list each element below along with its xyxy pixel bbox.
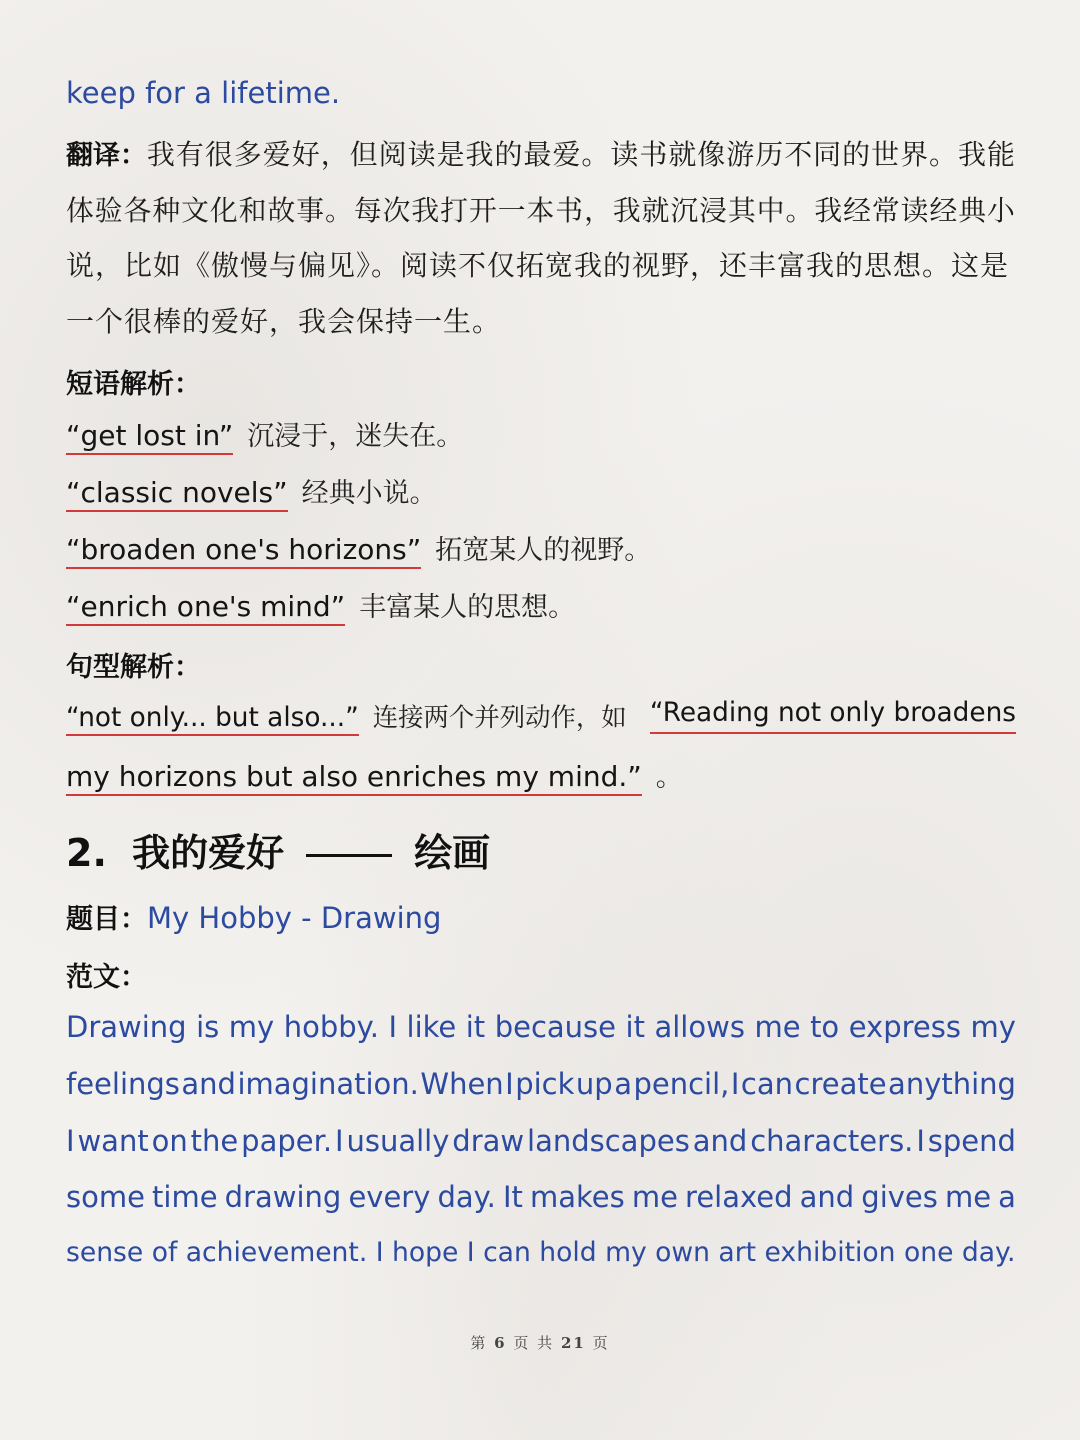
essay-word: I (730, 1067, 740, 1101)
sentence-line-2 (66, 755, 683, 794)
essay-word: a (998, 1180, 1016, 1214)
essay-word: day. (437, 1180, 496, 1214)
phrase-item (66, 585, 575, 624)
essay-word: I (388, 1010, 397, 1044)
translation-line-2: 体验各种文化和故事。每次我打开一本书，我就沉浸其中。我经常读经典小 (66, 194, 1016, 227)
footer-middle: 页 共 (513, 1334, 555, 1352)
essay-line-last: sense of achievement. I hope I can hold my own art exhibition one day. (66, 1237, 1016, 1268)
essay-word: When (420, 1067, 504, 1101)
essay-word: the (190, 1124, 239, 1158)
essay-word: it (465, 1010, 486, 1044)
essay-word: drawing (224, 1180, 342, 1214)
essay-word: I (916, 1124, 925, 1158)
essay-word: I (334, 1124, 344, 1158)
essay-line (66, 1010, 1016, 1044)
sentence-example-1: “Reading not only broadens (650, 698, 1016, 734)
essay-word: spend (927, 1124, 1016, 1158)
phrase-zh: 拓宽某人的视野。 (435, 535, 652, 566)
footer-prefix: 第 (470, 1334, 488, 1352)
essay-word: landscapes (527, 1124, 690, 1158)
essay-word: time (152, 1180, 218, 1214)
phrase-item (66, 414, 463, 453)
translation-text: 我有很多爱好，但阅读是我的最爱。读书就像游历不同的世界。我能 (146, 138, 1016, 171)
sentence-desc: 连接两个并列动作，如 (372, 702, 627, 732)
essay-word: feelings (66, 1067, 180, 1101)
essay-word: up (575, 1067, 613, 1101)
essay-word: my (228, 1010, 275, 1044)
essay-word: to (810, 1010, 840, 1044)
essay-word: create (794, 1067, 887, 1101)
phrase-zh: 经典小说。 (301, 478, 437, 509)
translation-line-3: 说，比如《傲慢与偏见》。阅读不仅拓宽我的视野，还丰富我的思想。这是 (66, 249, 1010, 282)
essay-word: me (631, 1180, 678, 1214)
phrase-en: “broaden one's horizons” (66, 533, 421, 569)
essay-word: I (505, 1067, 514, 1101)
sentence-line-1 (66, 698, 1016, 734)
sentence-label: 句型解析： (66, 652, 201, 683)
essay-word: draw (452, 1124, 525, 1158)
sentence-example-2: my horizons but also enriches my mind.” (66, 760, 642, 796)
essay-word: hobby. (283, 1010, 379, 1044)
translation-line-4: 一个很棒的爱好，我会保持一生。 (66, 305, 502, 338)
essay-word: relaxed (685, 1180, 793, 1214)
essay-word: want (77, 1124, 149, 1158)
essay-word: Drawing (66, 1010, 187, 1044)
topic-label: 题目： (66, 904, 147, 935)
essay-word: usually (346, 1124, 450, 1158)
essay-line (66, 1124, 1016, 1158)
essay-word: like (406, 1010, 457, 1044)
topic-text: My Hobby - Drawing (147, 901, 442, 935)
essay-line-end: keep for a lifetime. (66, 76, 341, 110)
essay-word: makes (530, 1180, 625, 1214)
essay-word: and (692, 1124, 748, 1158)
footer-page-number: 6 (494, 1334, 507, 1352)
essay-word: pick (515, 1067, 575, 1101)
essay-word: I (66, 1124, 75, 1158)
footer-total-pages: 21 (560, 1334, 586, 1352)
essay-word: allows (654, 1010, 745, 1044)
phrase-en: “enrich one's mind” (66, 590, 345, 626)
essay-word: a (614, 1067, 632, 1101)
essay-word: every (348, 1180, 431, 1214)
essay-line (66, 1067, 1016, 1101)
essay-word: some (66, 1180, 145, 1214)
section-title-left: 我的爱好 (132, 831, 285, 875)
sentence-pattern: “not only... but also...” (66, 703, 359, 736)
sentence-end: 。 (655, 762, 683, 793)
phrase-en: “get lost in” (66, 419, 233, 455)
essay-label: 范文： (66, 962, 147, 993)
section-number: 2. (66, 831, 107, 875)
phrase-item (66, 528, 651, 567)
page-footer (0, 1332, 1080, 1353)
essay-word: imagination. (237, 1067, 419, 1101)
footer-suffix: 页 (592, 1334, 610, 1352)
section-heading (66, 822, 490, 877)
section-title-right: 绘画 (414, 831, 491, 875)
essay-line (66, 1180, 1016, 1214)
essay-word: is (196, 1010, 220, 1044)
essay-word: me (754, 1010, 801, 1044)
topic-line (66, 897, 441, 936)
essay-word: It (503, 1180, 523, 1214)
essay-word: pencil, (633, 1067, 730, 1101)
essay-word: gives (861, 1180, 938, 1214)
essay-word: express (848, 1010, 961, 1044)
translation-line-1 (66, 132, 1016, 172)
phrase-item (66, 471, 437, 510)
phrases-label: 短语解析： (66, 369, 201, 400)
phrase-en: “classic novels” (66, 476, 288, 512)
essay-word: paper. (241, 1124, 333, 1158)
essay-word: it (625, 1010, 645, 1044)
phrase-zh: 沉浸于，迷失在。 (247, 421, 464, 452)
essay-word: my (970, 1010, 1016, 1044)
translation-label: 翻译： (66, 140, 147, 171)
essay-word: and (799, 1180, 855, 1214)
phrase-zh: 丰富某人的思想。 (359, 592, 576, 623)
essay-word: me (944, 1180, 992, 1214)
essay-word: because (494, 1010, 616, 1044)
essay-word: and (181, 1067, 236, 1101)
heading-dash (306, 854, 392, 857)
essay-word: can (740, 1067, 794, 1101)
essay-word: on (151, 1124, 188, 1158)
essay-word: characters. (750, 1124, 914, 1158)
essay-word: anything (888, 1067, 1016, 1101)
